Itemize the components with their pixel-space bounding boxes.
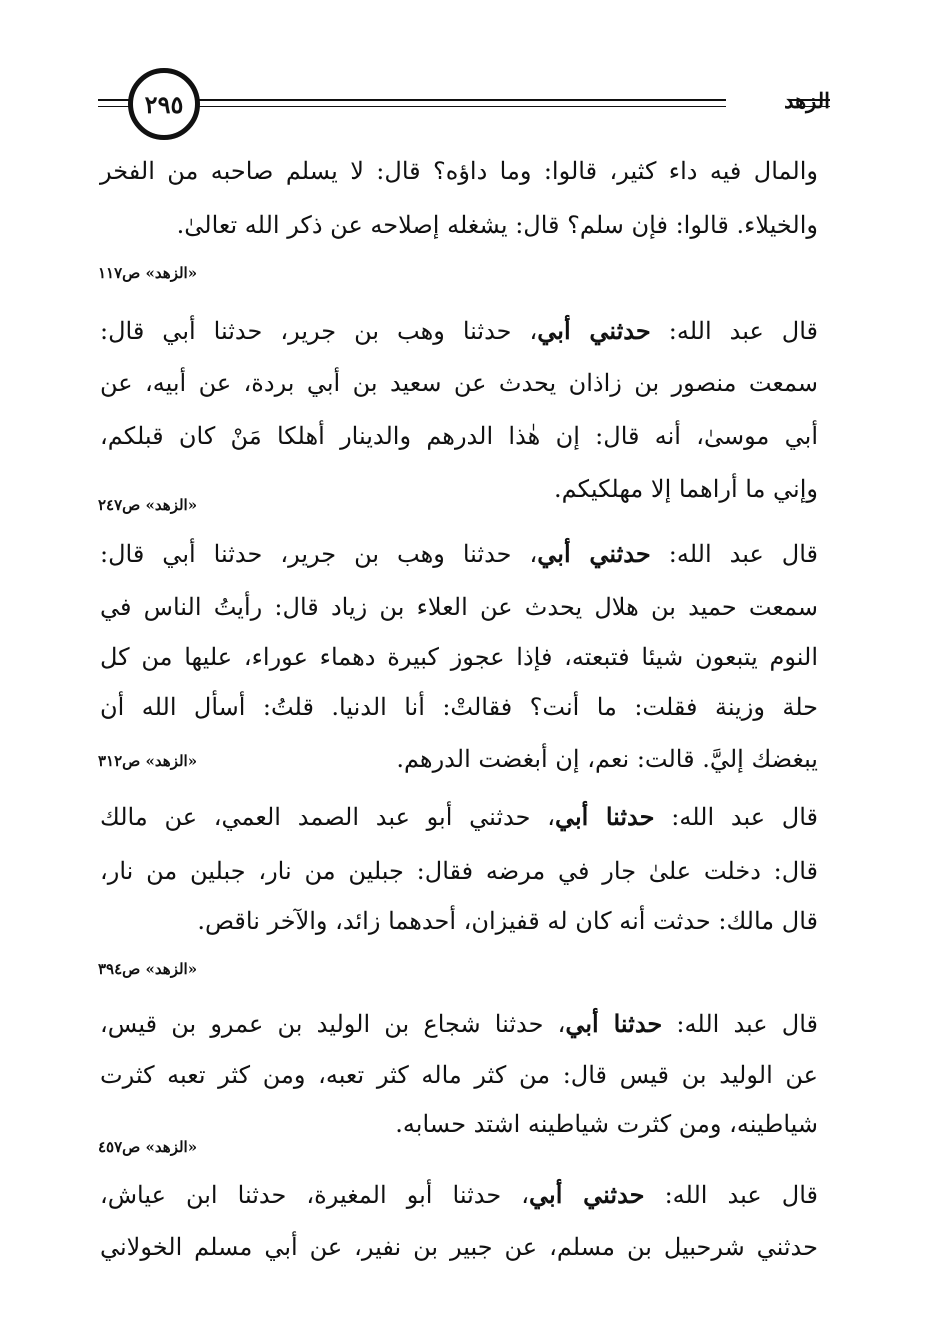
- text-line: سمعت منصور بن زاذان يحدث عن سعيد بن أبي بردة، عن أبيه، عن: [100, 369, 818, 397]
- text-line: قال مالك: حدثت أنه كان له قفيزان، أحدهما زائد، والآخر ناقص.: [197, 907, 818, 935]
- text-line: حلة وزينة فقلت: ما أنت؟ فقالتْ: أنا الدنيا. قلتُ: أسأل الله أن: [100, 693, 818, 721]
- text-line: [100, 802, 818, 832]
- source-reference: «الزهد» ص٢٤٧: [98, 496, 198, 514]
- text-line: أبي موسىٰ، أنه قال: إن هٰذا الدرهم والدينار أهلكا مَنْ كان قبلكم،: [100, 422, 818, 450]
- narrator-bold: حدثني أبي: [537, 316, 651, 345]
- source-reference: «الزهد» ص٣١٢: [98, 752, 198, 770]
- narrator-intro: قال عبد الله:: [650, 540, 819, 568]
- chain-text: ، حدثنا وهب بن جرير، حدثنا أبي قال:: [100, 317, 538, 345]
- narrator-intro: قال عبد الله:: [644, 1181, 818, 1209]
- page-number: ٢٩٥: [144, 89, 184, 119]
- narrator-intro: قال عبد الله:: [662, 1010, 818, 1038]
- narrator-bold: حدثنا أبي: [555, 802, 655, 831]
- narrator-bold: حدثني أبي: [529, 1180, 645, 1209]
- text-line: قال: دخلت علىٰ جار في مرضه فقال: جبلين من نار، جبلين من نار،: [100, 857, 818, 885]
- page-number-badge: [128, 68, 200, 140]
- running-header-title: الزهد: [784, 88, 830, 113]
- text-line: عن الوليد بن قيس قال: من كثر ماله كثر تعبه، ومن كثر تعبه كثرت: [100, 1061, 818, 1089]
- text-line: [100, 1180, 818, 1210]
- narrator-intro: قال عبد الله:: [654, 803, 819, 831]
- text-line: سمعت حميد بن هلال يحدث عن العلاء بن زياد قال: رأيتُ الناس في: [100, 593, 818, 621]
- text-line: والمال فيه داء كثير، قالوا: وما داؤه؟ قال: لا يسلم صاحبه من الفخر: [100, 157, 818, 185]
- text-line: شياطينه، ومن كثرت شياطينه اشتد حسابه.: [395, 1110, 818, 1138]
- header-rule-right: [196, 99, 726, 101]
- text-line: وإني ما أراهما إلا مهلكيكم.: [554, 475, 818, 503]
- narrator-bold: حدثني أبي: [537, 539, 651, 568]
- source-reference: «الزهد» ص٤٥٧: [98, 1138, 198, 1156]
- text-line: يبغضك إليَّ. قالت: نعم، إن أبغضت الدرهم.: [396, 745, 818, 773]
- text-line: [100, 1009, 818, 1039]
- source-reference: «الزهد» ص١١٧: [98, 264, 198, 282]
- text-line: النوم يتبعون شيئا فتبعته، فإذا عجوز كبيرة دهماء عوراء، عليها من كل: [100, 643, 818, 671]
- text-line: [100, 316, 818, 346]
- chain-text: ، حدثنا أبو المغيرة، حدثنا ابن عياش،: [100, 1181, 530, 1209]
- chain-text: ، حدثنا شجاع بن الوليد بن عمرو بن قيس،: [100, 1010, 566, 1038]
- narrator-bold: حدثنا أبي: [565, 1009, 663, 1038]
- narrator-intro: قال عبد الله:: [650, 317, 819, 345]
- text-line: حدثني شرحبيل بن مسلم، عن جبير بن نفير، عن أبي مسلم الخولاني: [100, 1233, 818, 1261]
- chain-text: ، حدثني أبو عبد الصمد العمي، عن مالك: [100, 803, 555, 831]
- text-line: والخيلاء. قالوا: فإن سلم؟ قال: يشغله إصلاحه عن ذكر الله تعالىٰ.: [176, 211, 818, 239]
- chain-text: ، حدثنا وهب بن جرير، حدثنا أبي قال:: [100, 540, 538, 568]
- source-reference: «الزهد» ص٣٩٤: [98, 960, 198, 978]
- header-rule-right-thin: [196, 106, 726, 107]
- text-line: [100, 539, 818, 569]
